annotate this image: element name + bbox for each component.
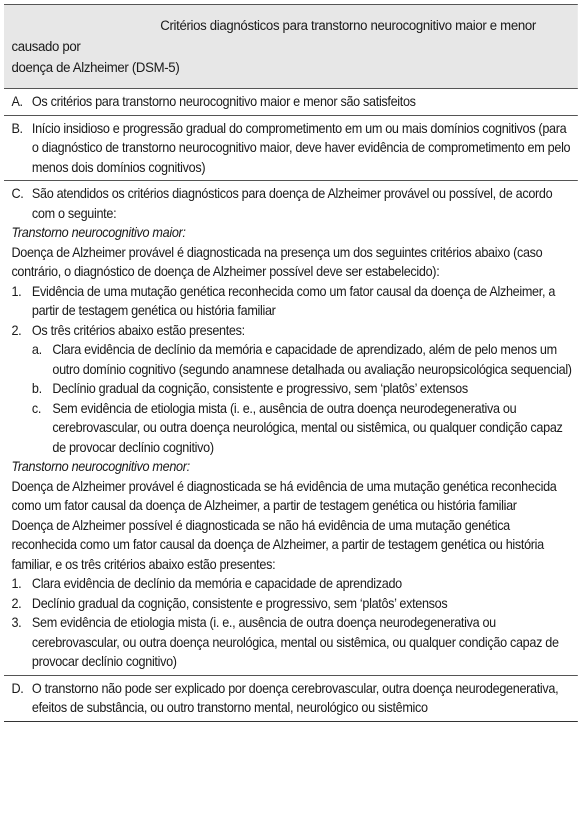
major-item-label: 1.: [11, 283, 22, 299]
criterion-a: [4, 89, 578, 116]
title-line-1: Critérios diagnósticos para transtorno neurocognitivo maior e menor causado por: [11, 18, 536, 55]
criteria-table: [4, 4, 578, 722]
criterion-d-text: O transtorno não pode ser explicado por doença cerebrovascular, outra doença neurodegenerativa, efeitos de substância, ou outro transtorno mental, neurológico ou sistêmico: [31, 680, 559, 715]
title-line-2: doença de Alzheimer (DSM-5): [11, 60, 180, 76]
criterion-b-text: Início insidioso e progressão gradual do comprometimento em um ou mais domínios cognitivos (para o diagnóstico de transtorno neurocognitivo maior, deve haver evidência de comprometimento em pelo menos dois domínios cognitivos): [31, 120, 571, 175]
minor-item: [11, 594, 572, 614]
major-item-text: Os três critérios abaixo estão presentes:: [31, 322, 245, 338]
major-item: [11, 282, 572, 321]
major-subitem-text: Clara evidência de declínio da memória e capacidade de aprendizado, além de pelo menos um outro domínio cognitivo (segundo anamnese detalhada ou avaliação neuropsicológica sequencial): [52, 342, 572, 377]
major-subitem-text: Sem evidência de etiologia mista (i. e., ausência de outra doença neurodegenerativa ou cerebrovascular, ou outra doença neurológica, mental ou sistêmica, ou qualquer condição capaz de provocar declínio cognitivo): [52, 400, 563, 455]
minor-item-label: 3.: [11, 615, 22, 630]
minor-item-text: Declínio gradual da cognição, consistente e progressivo, sem ‘platôs’ extensos: [31, 595, 448, 611]
minor-item-label: 1.: [11, 576, 22, 591]
major-subitem-label: a.: [31, 342, 42, 357]
major-heading: Transtorno neurocognitivo maior:: [11, 225, 186, 240]
criterion-b-label: B.: [11, 120, 23, 136]
criterion-c-label: C.: [11, 186, 24, 201]
major-subitem: [32, 340, 572, 379]
minor-item-text: Clara evidência de declínio da memória e capacidade de aprendizado: [31, 576, 402, 591]
criterion-d-label: D.: [11, 680, 24, 696]
major-item-text: Evidência de uma mutação genética reconhecida como um fator causal da doença de Alzheimer, a partir de testagem genética ou história familiar: [31, 283, 556, 318]
major-subitem: [32, 399, 572, 458]
major-subitem-text: Declínio gradual da cognição, consistente e progressivo, sem ‘platôs’ extensos: [52, 381, 468, 396]
major-subitem-label: c.: [31, 400, 42, 416]
minor-heading: Transtorno neurocognitivo menor:: [11, 459, 190, 474]
major-subitem: [32, 379, 572, 399]
major-item-label: 2.: [11, 322, 22, 338]
criterion-b: [4, 116, 578, 182]
major-item: [11, 321, 572, 341]
major-subitem-label: b.: [31, 381, 42, 396]
criterion-a-label: A.: [11, 94, 23, 109]
criterion-d: [4, 676, 578, 722]
minor-item: [11, 574, 572, 594]
table-title: [4, 5, 578, 89]
major-intro: Doença de Alzheimer provável é diagnosticada na presença um dos seguintes critérios abaixo (caso contrário, o diagnóstico de doença de Alzheimer possível deve ser estabelecido):: [11, 244, 543, 279]
criterion-c: [4, 181, 578, 676]
criterion-c-text: São atendidos os critérios diagnósticos para doença de Alzheimer provável ou possível, de acordo com o seguinte:: [31, 186, 553, 221]
minor-item-label: 2.: [11, 595, 22, 611]
minor-item-text: Sem evidência de etiologia mista (i. e., ausência de outra doença neurodegenerativa ou cerebrovascular, ou outra doença neurológica, mental ou sistêmica, ou qualquer condição capaz de provocar declínio cognitivo): [31, 615, 559, 669]
criterion-a-text: Os critérios para transtorno neurocognitivo maior e menor são satisfeitos: [31, 94, 416, 109]
minor-probable: Doença de Alzheimer provável é diagnosticada se há evidência de uma mutação genética reconhecida como um fator causal da doença de Alzheimer, a partir de testagem genética ou história familiar: [11, 478, 557, 513]
minor-item: [11, 613, 572, 672]
minor-possible: Doença de Alzheimer possível é diagnosticada se não há evidência de uma mutação genética reconhecida como um fator causal da doença de Alzheimer, a partir de testagem genética ou história familiar, e os três critérios abaixo estão presentes:: [11, 517, 544, 572]
